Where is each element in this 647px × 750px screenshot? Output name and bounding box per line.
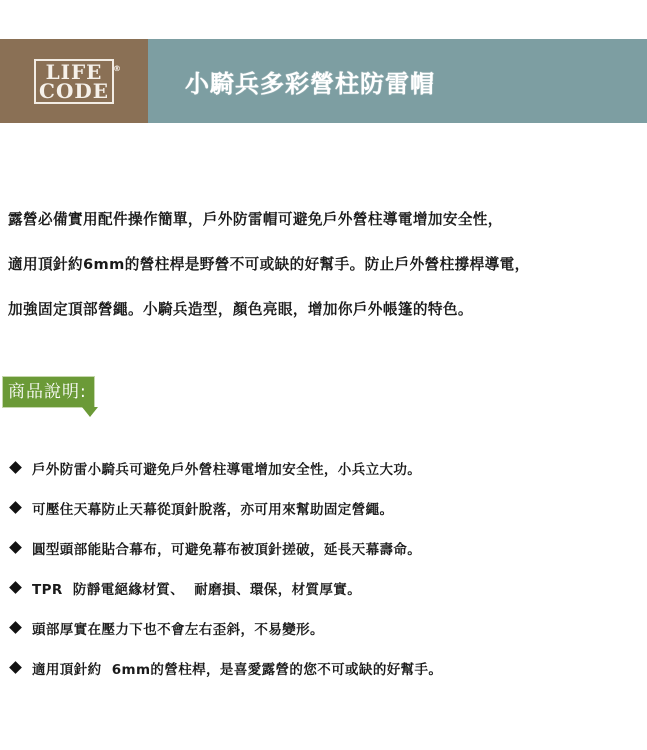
product-header bbox=[0, 39, 647, 123]
feature-text: 可壓住天幕防止天幕從頂針脫落，亦可用來幫助固定營繩。 bbox=[32, 502, 394, 518]
intro-line: 加強固定頂部營繩。小騎兵造型，顏色亮眼，增加你戶外帳篷的特色。 bbox=[8, 301, 473, 318]
registered-mark: ® bbox=[112, 63, 121, 73]
logo-line-1: LIFE bbox=[45, 59, 103, 84]
feature-list bbox=[7, 458, 637, 698]
diamond-bullet-icon bbox=[9, 621, 22, 634]
feature-item bbox=[7, 578, 637, 618]
diamond-bullet-icon bbox=[9, 461, 22, 474]
diamond-bullet-icon bbox=[9, 541, 22, 554]
feature-item bbox=[7, 658, 637, 698]
feature-text: TPR 防靜電絕緣材質、 耐磨損、環保，材質厚實。 bbox=[32, 582, 362, 598]
intro-paragraph bbox=[8, 206, 644, 341]
product-title: 小騎兵多彩營柱防雷帽 bbox=[185, 69, 435, 98]
feature-item bbox=[7, 538, 637, 578]
feature-text: 戶外防雷小騎兵可避免戶外營柱導電增加安全性，小兵立大功。 bbox=[32, 462, 422, 478]
feature-text: 圓型頭部能貼合幕布，可避免幕布被頂針搓破，延長天幕壽命。 bbox=[32, 542, 422, 558]
diamond-bullet-icon bbox=[9, 501, 22, 514]
feature-item bbox=[7, 458, 637, 498]
feature-text: 頭部厚實在壓力下也不會左右歪斜，不易變形。 bbox=[32, 622, 324, 638]
intro-line: 適用頂針約6mm的營柱桿是野營不可或缺的好幫手。防止戶外營柱撐桿導電， bbox=[8, 256, 530, 273]
diamond-bullet-icon bbox=[9, 661, 22, 674]
logo-line-2: CODE bbox=[39, 78, 109, 103]
life-code-logo bbox=[34, 59, 121, 104]
intro-line: 露營必備實用配件操作簡單，戶外防雷帽可避免戶外營柱導電增加安全性， bbox=[8, 211, 503, 228]
title-banner bbox=[148, 39, 647, 123]
brand-logo-area bbox=[0, 39, 148, 123]
feature-item bbox=[7, 498, 637, 538]
label-pointer bbox=[82, 407, 98, 417]
feature-text: 適用頂針約 6mm的營柱桿，是喜愛露營的您不可或缺的好幫手。 bbox=[32, 662, 443, 678]
diamond-bullet-icon bbox=[9, 581, 22, 594]
product-description-label bbox=[3, 377, 94, 407]
section-label-text: 商品說明: bbox=[8, 382, 87, 402]
feature-item bbox=[7, 618, 637, 658]
